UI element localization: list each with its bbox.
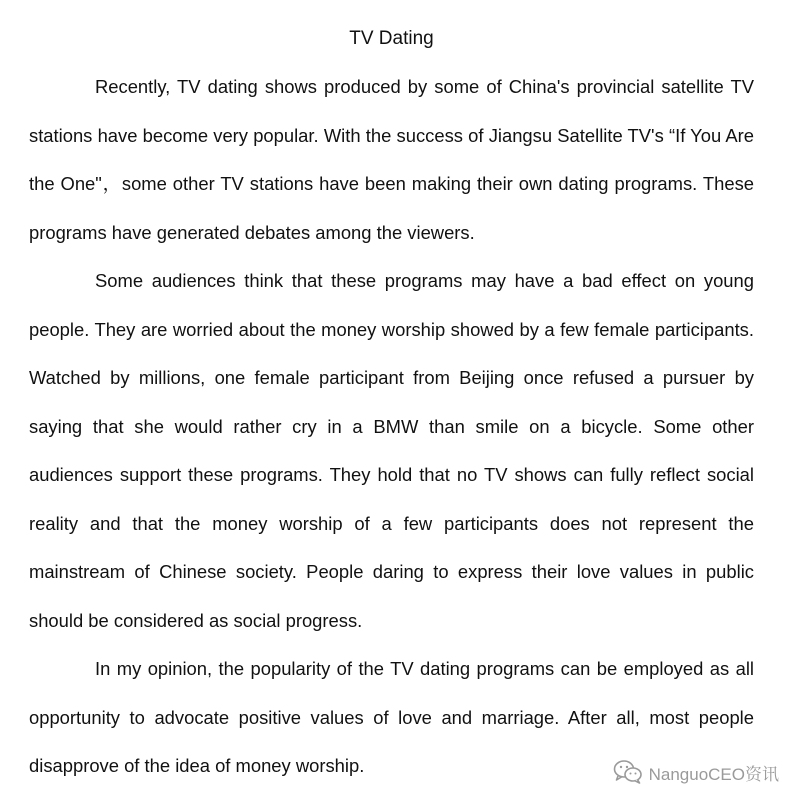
document-title: TV Dating [349, 28, 434, 49]
paragraph-3: In my opinion, the popularity of the TV dating programs can be employed as all opportunity to advocate positive values of love and marriage. After all, most people disapprove of the idea of money worship. [29, 658, 754, 776]
watermark-text: NanguoCEO资讯 [648, 764, 779, 784]
wechat-icon [613, 759, 643, 785]
document-body [29, 63, 754, 791]
paragraph-1: Recently, TV dating shows produced by some of China's provincial satellite TV stations have become very popular. With the success of Jiangsu Satellite TV's “If You Are the One"，some other TV stations have been making their own dating programs. These programs have generated debates among the viewers. [29, 76, 754, 243]
paragraph-2: Some audiences think that these programs may have a bad effect on young people. They are worried about the money worship showed by a few female participants. Watched by millions, one female participant from Beijing once refused a pursuer by saying that she would rather cry in a BMW than smile on a bicycle. Some other audiences support these programs. They hold that no TV shows can fully reflect social reality and that the money worship of a few participants does not represent the mainstream of Chinese society. People daring to express their love values in public should be considered as social progress. [29, 270, 754, 631]
watermark [613, 759, 779, 785]
